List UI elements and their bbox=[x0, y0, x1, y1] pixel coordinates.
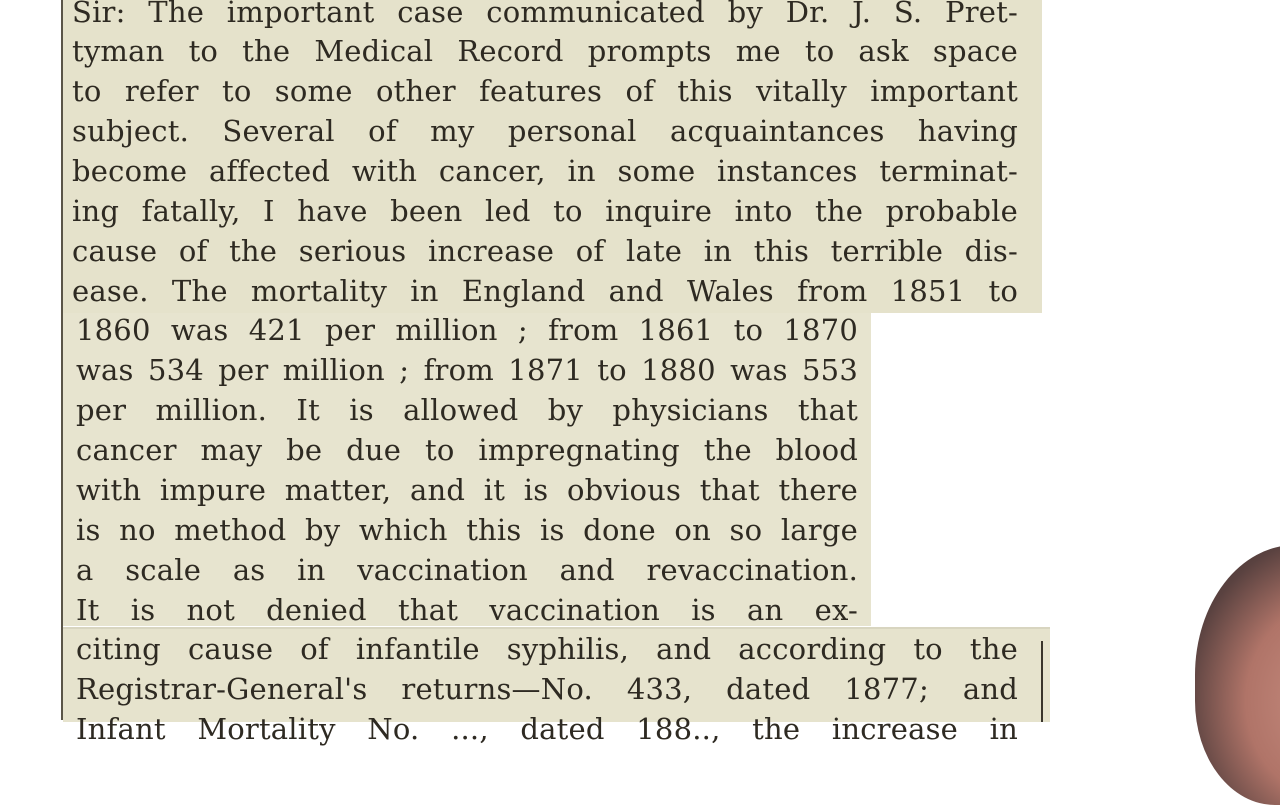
text-line: per million. It is allowed by physicians that bbox=[76, 393, 858, 427]
text-line: cancer may be due to impregnating the blood bbox=[76, 433, 858, 467]
text-clipping-1 bbox=[63, 0, 1042, 313]
text-line: Sir: The important case communicated by Dr. J. S. Pret- bbox=[72, 0, 1018, 29]
text-line: Registrar-General's returns—No. 433, dated 1877; and bbox=[76, 672, 1018, 706]
text-line: is no method by which this is done on so large bbox=[76, 513, 858, 547]
text-line: citing cause of infantile syphilis, and according to the bbox=[76, 632, 1018, 666]
presenter-head-image bbox=[1195, 545, 1280, 805]
text-line: Infant Mortality No. ..., dated 188.., the increase in bbox=[76, 712, 1018, 746]
text-line: was 534 per million ; from 1871 to 1880 was 553 bbox=[76, 353, 858, 387]
text-line: cause of the serious increase of late in this terrible dis- bbox=[72, 234, 1018, 268]
text-line: become affected with cancer, in some instances terminat- bbox=[72, 154, 1018, 188]
text-line: with impure matter, and it is obvious that there bbox=[76, 473, 858, 507]
text-line: ease. The mortality in England and Wales from 1851 to bbox=[72, 274, 1018, 308]
text-line: to refer to some other features of this vitally important bbox=[72, 74, 1018, 108]
text-line: a scale as in vaccination and revaccination. bbox=[76, 553, 858, 587]
text-clipping-2 bbox=[63, 313, 871, 626]
text-clipping-3 bbox=[63, 627, 1050, 746]
column-rule bbox=[1041, 641, 1043, 722]
text-line: subject. Several of my personal acquaintances having bbox=[72, 114, 1018, 148]
text-line: ing fatally, I have been led to inquire into the probable bbox=[72, 194, 1018, 228]
text-line: 1860 was 421 per million ; from 1861 to 1870 bbox=[76, 313, 858, 347]
text-line: It is not denied that vaccination is an ex- bbox=[76, 593, 858, 627]
text-line: tyman to the Medical Record prompts me to ask space bbox=[72, 34, 1018, 68]
